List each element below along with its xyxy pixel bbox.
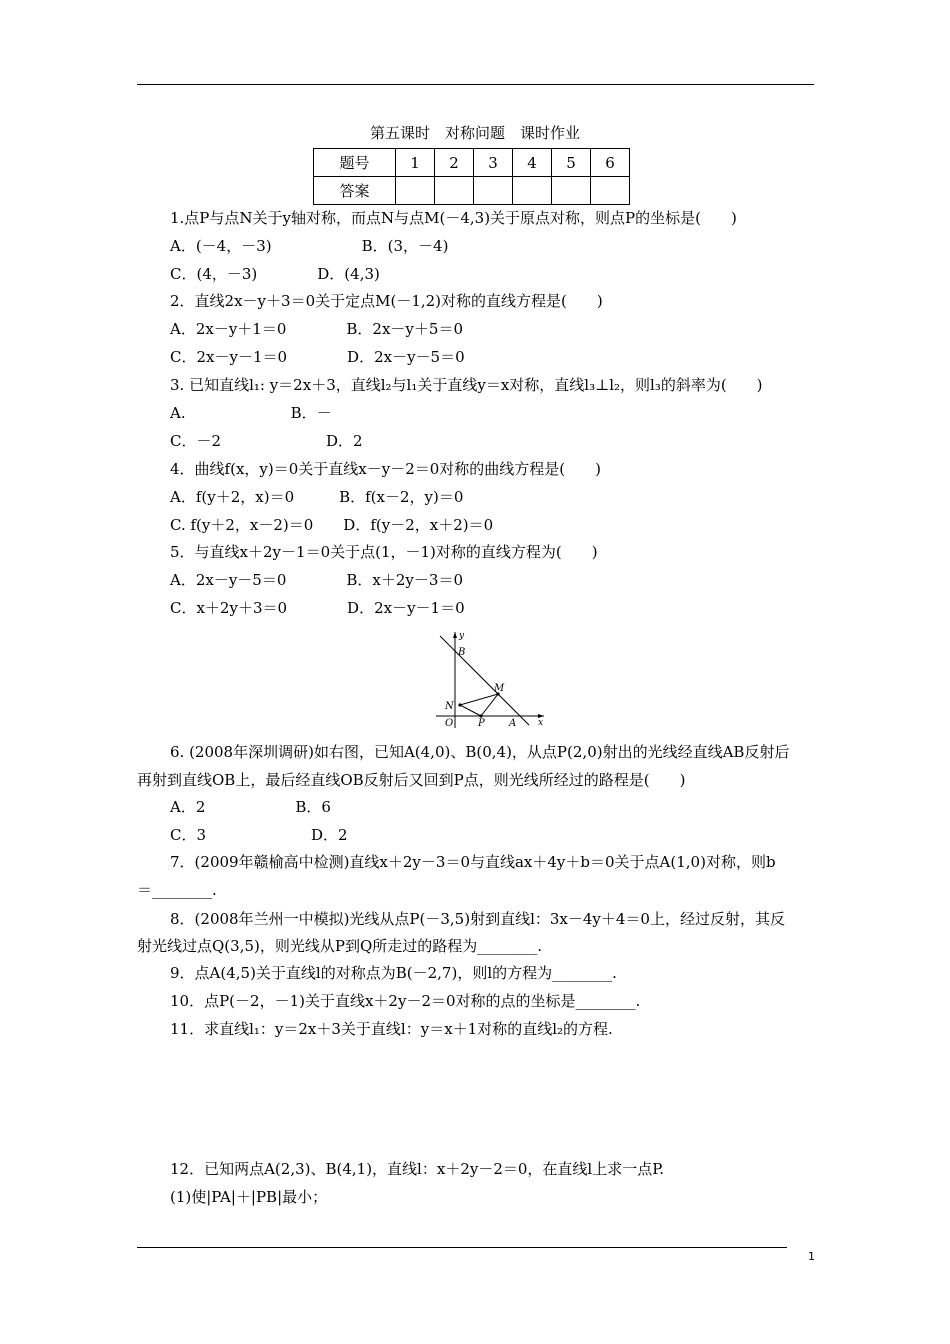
label-n: N	[445, 701, 454, 712]
label-m: M	[494, 683, 505, 694]
question-6-continued: 再射到直线OB上，最后经直线OB反射后又回到P点，则光线所经过的路程是( )	[137, 771, 686, 789]
question-6-options-ab: A．2 B．6	[170, 798, 331, 816]
question-11: 11．求直线l₁：y＝2x＋3关于直线l：y＝x＋1对称的直线l₂的方程.	[170, 1020, 613, 1038]
page-title: 第五课时 对称问题 课时作业	[369, 124, 580, 142]
point-n	[458, 703, 461, 706]
question-number-cell: 6	[591, 149, 630, 177]
header-rule	[137, 84, 814, 85]
question-4-options-cd: C. f(y＋2，x－2)＝0 D．f(y－2，x＋2)＝0	[170, 516, 494, 534]
label-x: x	[538, 718, 544, 728]
question-number-cell: 3	[474, 149, 513, 177]
question-7-continued: ＝________.	[137, 881, 217, 899]
answer-table-header-row	[314, 149, 630, 177]
question-number-cell: 1	[396, 149, 435, 177]
reflection-diagram	[432, 628, 560, 730]
question-5-options-ab: A．2x－y－5＝0 B．x＋2y－3＝0	[170, 571, 463, 589]
label-a: A	[509, 718, 517, 729]
footer-rule	[137, 1247, 787, 1248]
question-10: 10．点P(－2，－1)关于直线x＋2y－2＝0对称的点的坐标是________.	[170, 992, 641, 1010]
label-y: y	[459, 631, 465, 641]
question-3-options-ab: A. B．－	[170, 404, 332, 422]
question-12-part-1: (1)使|PA|＋|PB|最小；	[170, 1188, 328, 1206]
question-8: 8．(2008年兰州一中模拟)光线从点P(－3,5)射到直线l：3x－4y＋4＝0上，经过反射，其反	[170, 910, 785, 928]
question-5-options-cd: C．x＋2y＋3＝0 D．2x－y－1＝0	[170, 599, 465, 617]
question-2: 2．直线2x－y＋3＝0关于定点M(－1,2)对称的直线方程是( )	[170, 292, 603, 310]
question-12: 12．已知两点A(2,3)、B(4,1)，直线l：x＋2y－2＝0，在直线l上求一点P.	[170, 1160, 665, 1178]
question-3-options-cd: C．－2 D．2	[170, 432, 363, 450]
question-1-options-cd: C．(4，－3) D．(4,3)	[170, 265, 380, 283]
question-4-options-ab: A．f(y＋2，x)＝0 B．f(x－2，y)＝0	[170, 488, 464, 506]
label-b: B	[458, 647, 466, 658]
answer-table	[313, 148, 630, 205]
label-o: O	[445, 718, 454, 729]
light-path	[460, 694, 498, 716]
y-axis-arrow	[453, 632, 457, 638]
question-3: 3. 已知直线l₁: y＝2x＋3，直线l₂与l₁关于直线y＝x对称，直线l₃⊥l₂，则l₃的斜率为( )	[170, 376, 763, 394]
answer-table-answer-row	[314, 177, 630, 205]
answer-cell[interactable]	[435, 177, 474, 205]
question-number-cell: 4	[513, 149, 552, 177]
question-2-options-ab: A．2x－y＋1＝0 B．2x－y＋5＝0	[170, 320, 463, 338]
answer-cell[interactable]	[474, 177, 513, 205]
question-7: 7．(2009年赣榆高中检测)直线x＋2y－3＝0与直线ax＋4y＋b＝0关于点A(1,0)对称，则b	[170, 853, 776, 871]
answer-cell[interactable]	[591, 177, 630, 205]
question-5: 5．与直线x＋2y－1＝0关于点(1，－1)对称的直线方程为( )	[170, 543, 598, 561]
question-1: 1.点P与点N关于y轴对称，而点N与点M(－4,3)关于原点对称，则点P的坐标是( )	[170, 209, 737, 227]
question-4: 4．曲线f(x，y)＝0关于直线x－y－2＝0对称的曲线方程是( )	[170, 460, 602, 478]
answer-cell[interactable]	[552, 177, 591, 205]
question-6: 6. (2008年深圳调研)如右图，已知A(4,0)、B(0,4)，从点P(2,0)射出的光线经直线AB反射后	[170, 743, 790, 761]
question-number-label: 题号	[314, 149, 396, 177]
page-number: 1	[808, 1250, 815, 1263]
question-8-continued: 射光线过点Q(3,5)，则光线从P到Q所走过的路程为________.	[137, 937, 543, 955]
question-number-cell: 5	[552, 149, 591, 177]
answer-cell[interactable]	[396, 177, 435, 205]
question-1-options-ab: A．(－4，－3) B．(3，－4)	[170, 237, 449, 255]
question-2-options-cd: C．2x－y－1＝0 D．2x－y－5＝0	[170, 348, 465, 366]
answer-cell[interactable]	[513, 177, 552, 205]
question-number-cell: 2	[435, 149, 474, 177]
question-6-options-cd: C．3 D．2	[170, 826, 348, 844]
answer-label: 答案	[314, 177, 396, 205]
label-p: P	[478, 718, 485, 729]
question-9: 9．点A(4,5)关于直线l的对称点为B(－2,7)，则l的方程为________.	[170, 964, 617, 982]
